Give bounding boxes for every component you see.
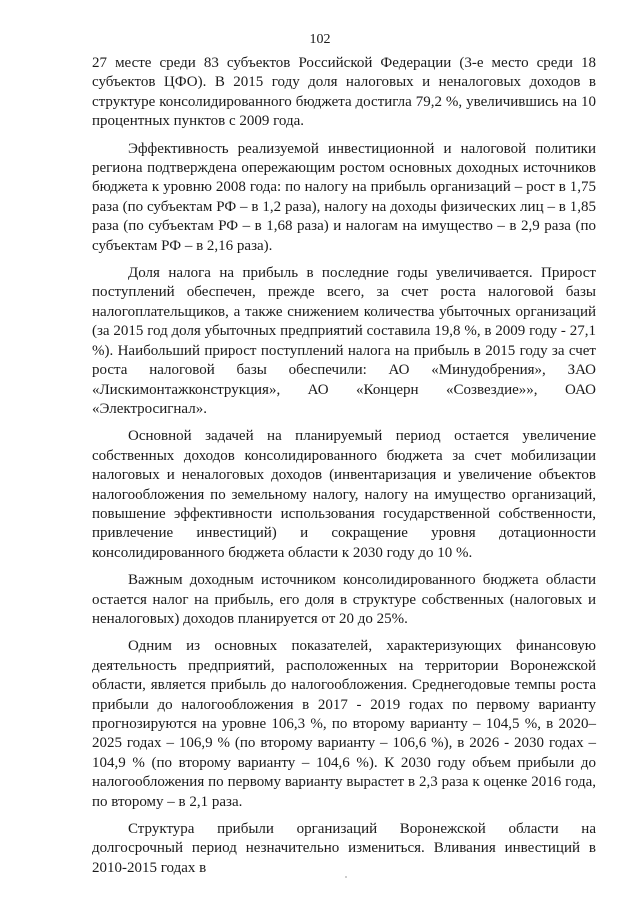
paragraph-continued: 27 месте среди 83 субъектов Российской Федерации (3-е место среди 18 субъектов ЦФО). В 2015 году доля налоговых и неналоговых доходов в структуре консолидированного бюджета достигла 79,2 %, увеличившись на 10 процентных пунктов с 2009 года. [92,55,596,130]
document-body [92,54,596,878]
paragraph-investment-tax-policy: Эффективность реализуемой инвестиционной и налоговой политики региона подтверждена опережающим ростом основных доходных источников бюджета к уровню 2008 года: по налогу на прибыль организаций – рост в 1,75 раза (по субъектам РФ – в 1,2 раза), налогу на доходы физических лиц – в 1,85 раза (по субъектам РФ – в 1,68 раза) и налогам на имущество – в 2,9 раза (по субъектам РФ – в 2,16 раза). [92,140,596,254]
paragraph-pretax-profit: Одним из основных показателей, характеризующих финансовую деятельность предприятий, расположенных на территории Воронежской области, является прибыль до налогообложения. Среднегодовые темпы роста прибыли до налогообложения в 2017 - 2019 годах по первому варианту прогнозируются на уровне 106,3 %, по второму варианту – 104,5 %, в 2020–2025 годах – 106,9 % (по второму варианту – 106,6 %), в 2026 - 2030 годах – 104,9 % (по второму варианту – 104,6 %). К 2030 году объем прибыли до налогообложения по первому варианту вырастет в 2,3 раза к оценке 2016 года, по второму – в 2,1 раза. [92,638,596,810]
paragraph-profit-tax-share: Доля налога на прибыль в последние годы увеличивается. Прирост поступлений обеспечен, прежде всего, за счет роста налоговой базы налогоплательщиков, а также снижением количества убыточных организаций (за 2015 год доля убыточных предприятий составила 19,8 %, в 2009 году - 27,1 %). Наибольший прирост поступлений налога на прибыль в 2015 году за счет роста налоговой базы обеспечили: АО «Минудобрения», ЗАО «Лискимонтажконструкция», АО «Концерн «Созвездие»», ОАО «Электросигнал». [92,265,596,417]
paragraph-income-source: Важным доходным источником консолидированного бюджета области остается налог на прибыль, его доля в структуре собственных (налоговых и неналоговых) доходов планируется от 20 до 25%. [92,572,596,627]
paragraph-profit-structure: Структура прибыли организаций Воронежской области на долгосрочный период незначительно измениться. Вливания инвестиций в 2010-2015 годах в [92,821,596,876]
scan-speck [345,876,347,878]
page-number: 102 [309,32,331,47]
paragraph-main-task: Основной задачей на планируемый период остается увеличение собственных доходов консолидированного бюджета за счет мобилизации налоговых и неналоговых доходов (инвентаризация и увеличение объектов налогообложения по земельному налогу, налогу на имущество организаций, повышение эффективности использования государственной собственности, привлечение инвестиций) и сокращение уровня дотационности консолидированного бюджета области к 2030 году до 10 %. [92,428,596,561]
